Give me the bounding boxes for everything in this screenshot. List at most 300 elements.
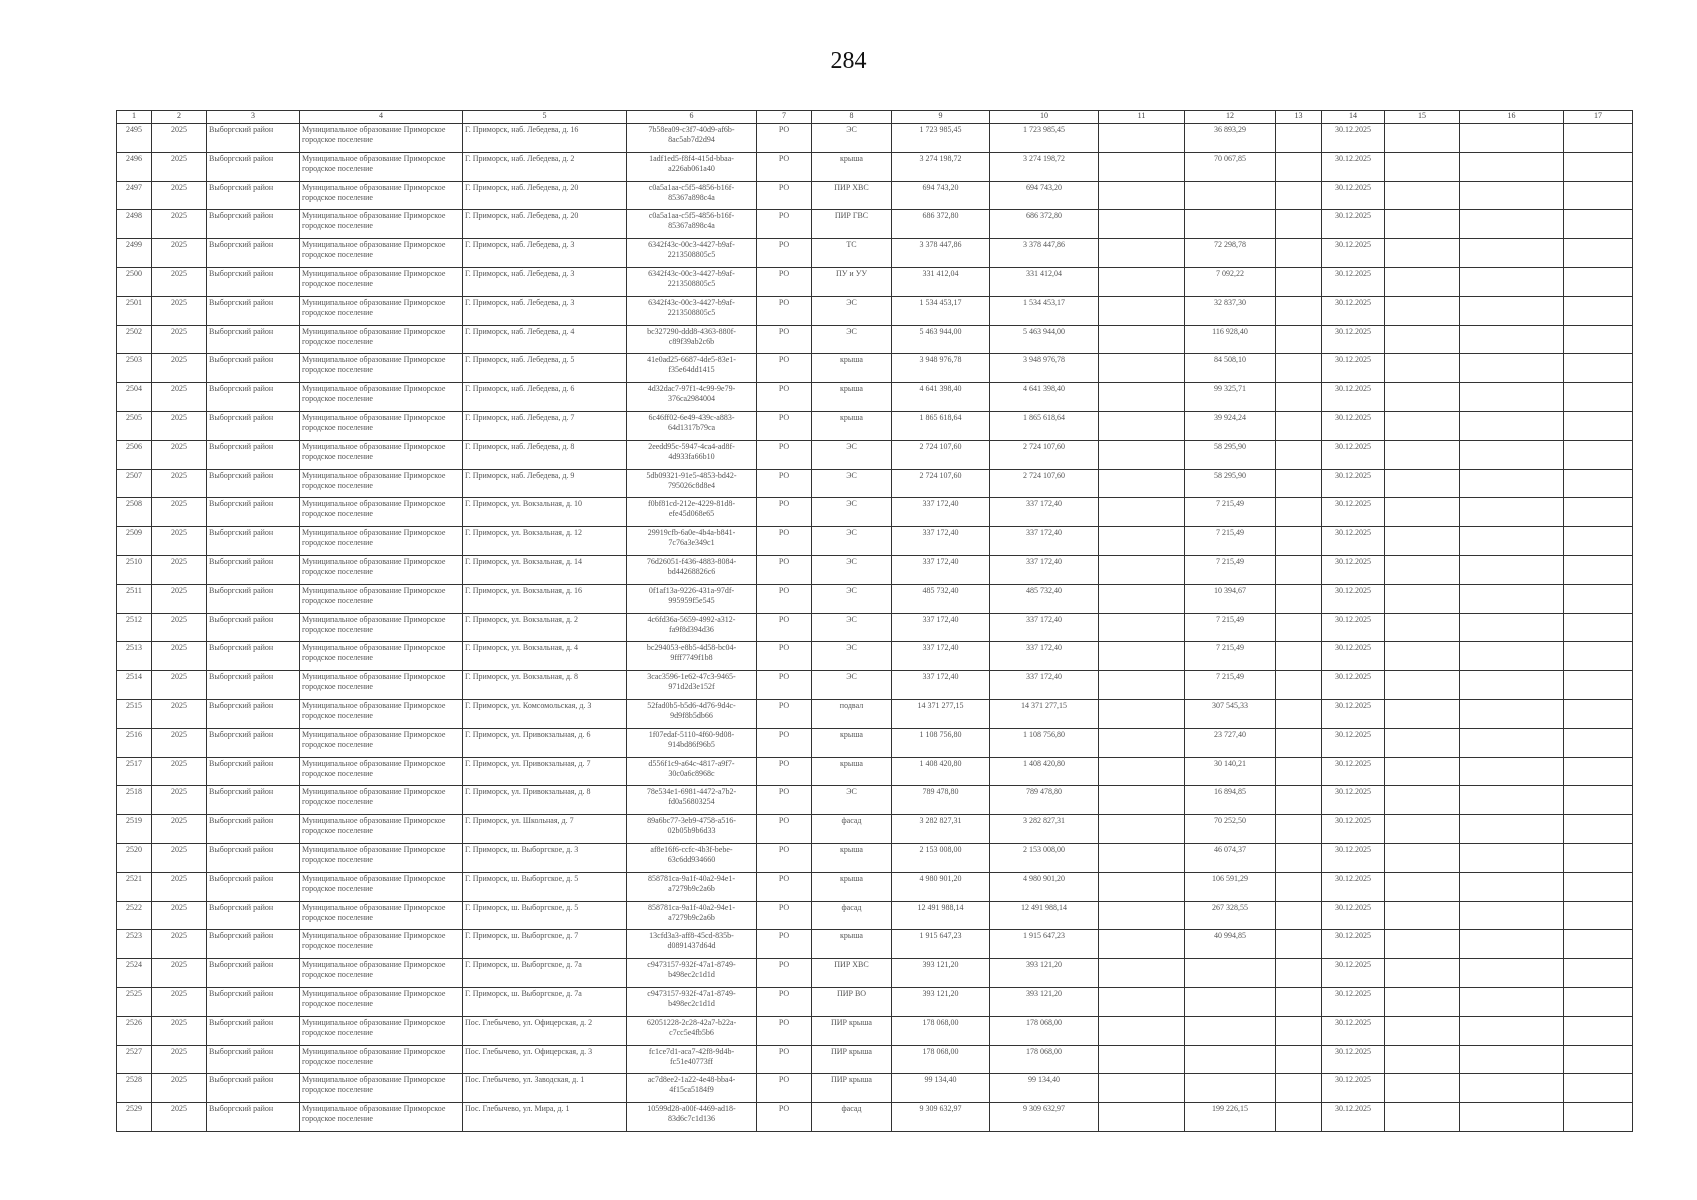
cell-completion-date: 30.12.2025 <box>1322 383 1385 412</box>
cell-fias-guid: c9473157-932f-47a1-8749-b498ec2c1d1d <box>627 959 757 988</box>
cell-municipality: Муниципальное образование Приморское городское поселение <box>300 671 463 700</box>
cell-district: Выборгский район <box>207 699 300 728</box>
cell-total-cost: 5 463 944,00 <box>892 325 990 354</box>
cell-program: РО <box>757 843 812 872</box>
cell-col16 <box>1460 124 1564 153</box>
cell-col15 <box>1385 843 1460 872</box>
cell-cost-col11 <box>1099 671 1185 700</box>
cell-col17 <box>1564 1016 1633 1045</box>
cell-work-type: ПИР ГВС <box>812 210 892 239</box>
cell-row-number: 2527 <box>117 1045 152 1074</box>
cell-year: 2025 <box>152 124 207 153</box>
cell-fias-guid: 5db09321-91e5-4853-bd42-795026c8d8e4 <box>627 469 757 498</box>
cell-col16 <box>1460 239 1564 268</box>
cell-row-number: 2511 <box>117 584 152 613</box>
cell-district: Выборгский район <box>207 325 300 354</box>
cell-district: Выборгский район <box>207 181 300 210</box>
cell-address: Г. Приморск, ул. Вокзальная, д. 14 <box>463 555 627 584</box>
cell-municipality: Муниципальное образование Приморское городское поселение <box>300 440 463 469</box>
cell-address: Пос. Глебычево, ул. Мира, д. 1 <box>463 1103 627 1132</box>
cell-completion-date: 30.12.2025 <box>1322 527 1385 556</box>
cell-col17 <box>1564 987 1633 1016</box>
cell-year: 2025 <box>152 671 207 700</box>
cell-cost-col12: 10 394,67 <box>1185 584 1276 613</box>
cell-fias-guid: bc327290-ddd8-4363-880f-c89f39ab2c6b <box>627 325 757 354</box>
cell-cost-col12: 7 215,49 <box>1185 555 1276 584</box>
cell-cost-fund: 178 068,00 <box>990 1016 1099 1045</box>
cell-col15 <box>1385 815 1460 844</box>
cell-fias-guid: 3cac3596-1e62-47c3-9465-971d2d3e152f <box>627 671 757 700</box>
table-body <box>117 124 1633 1132</box>
cell-col16 <box>1460 498 1564 527</box>
cell-program: РО <box>757 872 812 901</box>
cell-program: РО <box>757 325 812 354</box>
cell-fias-guid: 6c46ff02-6e49-439c-a883-64d1317b79ca <box>627 411 757 440</box>
cell-total-cost: 12 491 988,14 <box>892 901 990 930</box>
cell-cost-col12: 307 545,33 <box>1185 699 1276 728</box>
cell-cost-col11 <box>1099 354 1185 383</box>
cell-address: Г. Приморск, наб. Лебедева, д. 9 <box>463 469 627 498</box>
cell-col17 <box>1564 267 1633 296</box>
cell-district: Выборгский район <box>207 440 300 469</box>
cell-completion-date: 30.12.2025 <box>1322 642 1385 671</box>
cell-row-number: 2526 <box>117 1016 152 1045</box>
cell-cost-fund: 2 724 107,60 <box>990 440 1099 469</box>
cell-cost-col13 <box>1276 699 1322 728</box>
cell-cost-col11 <box>1099 469 1185 498</box>
cell-cost-col11 <box>1099 613 1185 642</box>
cell-year: 2025 <box>152 555 207 584</box>
cell-address: Г. Приморск, наб. Лебедева, д. 8 <box>463 440 627 469</box>
cell-program: РО <box>757 642 812 671</box>
cell-row-number: 2501 <box>117 296 152 325</box>
cell-col16 <box>1460 671 1564 700</box>
cell-cost-col11 <box>1099 815 1185 844</box>
cell-col15 <box>1385 1016 1460 1045</box>
cell-work-type: ЭС <box>812 613 892 642</box>
cell-col15 <box>1385 930 1460 959</box>
cell-municipality: Муниципальное образование Приморское городское поселение <box>300 959 463 988</box>
cell-total-cost: 14 371 277,15 <box>892 699 990 728</box>
cell-col15 <box>1385 584 1460 613</box>
cell-cost-fund: 3 948 976,78 <box>990 354 1099 383</box>
cell-cost-col13 <box>1276 440 1322 469</box>
cell-total-cost: 337 172,40 <box>892 498 990 527</box>
cell-cost-col11 <box>1099 267 1185 296</box>
cell-program: РО <box>757 181 812 210</box>
table-row <box>117 152 1633 181</box>
cell-work-type: крыша <box>812 930 892 959</box>
cell-cost-col13 <box>1276 584 1322 613</box>
cell-work-type: крыша <box>812 354 892 383</box>
cell-row-number: 2523 <box>117 930 152 959</box>
cell-total-cost: 2 153 008,00 <box>892 843 990 872</box>
cell-fias-guid: af8e16f6-ccfc-4b3f-bebe-63c6dd934660 <box>627 843 757 872</box>
cell-cost-col12: 30 140,21 <box>1185 757 1276 786</box>
cell-cost-col13 <box>1276 411 1322 440</box>
table-row <box>117 1016 1633 1045</box>
column-header: 16 <box>1460 111 1564 124</box>
cell-year: 2025 <box>152 757 207 786</box>
cell-district: Выборгский район <box>207 1045 300 1074</box>
cell-year: 2025 <box>152 152 207 181</box>
cell-district: Выборгский район <box>207 642 300 671</box>
cell-work-type: крыша <box>812 843 892 872</box>
cell-row-number: 2520 <box>117 843 152 872</box>
cell-cost-col12 <box>1185 1074 1276 1103</box>
cell-cost-col12: 7 215,49 <box>1185 498 1276 527</box>
table-row <box>117 325 1633 354</box>
table-row <box>117 699 1633 728</box>
cell-fias-guid: 52fad0b5-b5d6-4d76-9d4c-9d9f8b5db66 <box>627 699 757 728</box>
cell-cost-col12: 7 215,49 <box>1185 527 1276 556</box>
cell-completion-date: 30.12.2025 <box>1322 671 1385 700</box>
cell-col17 <box>1564 843 1633 872</box>
cell-total-cost: 3 282 827,31 <box>892 815 990 844</box>
table-row <box>117 296 1633 325</box>
cell-col17 <box>1564 757 1633 786</box>
cell-address: Г. Приморск, ул. Привокзальная, д. 8 <box>463 786 627 815</box>
cell-cost-col11 <box>1099 699 1185 728</box>
cell-col15 <box>1385 239 1460 268</box>
cell-program: РО <box>757 959 812 988</box>
cell-col15 <box>1385 728 1460 757</box>
cell-col17 <box>1564 584 1633 613</box>
cell-cost-fund: 12 491 988,14 <box>990 901 1099 930</box>
cell-fias-guid: ac7d8ee2-1a22-4e48-bba4-4f15ca5184f9 <box>627 1074 757 1103</box>
cell-cost-col11 <box>1099 498 1185 527</box>
cell-fias-guid: 78e534e1-6981-4472-a7b2-fd0a56803254 <box>627 786 757 815</box>
cell-total-cost: 1 108 756,80 <box>892 728 990 757</box>
cell-col17 <box>1564 872 1633 901</box>
cell-cost-fund: 686 372,80 <box>990 210 1099 239</box>
cell-col16 <box>1460 1045 1564 1074</box>
cell-work-type: ЭС <box>812 584 892 613</box>
cell-col15 <box>1385 901 1460 930</box>
cell-cost-fund: 1 915 647,23 <box>990 930 1099 959</box>
cell-col17 <box>1564 1045 1633 1074</box>
register-table <box>116 110 1633 1132</box>
cell-municipality: Муниципальное образование Приморское городское поселение <box>300 239 463 268</box>
cell-fias-guid: 29919cfb-6a0e-4b4a-b841-7c76a3e349c1 <box>627 527 757 556</box>
table-row <box>117 383 1633 412</box>
cell-total-cost: 3 378 447,86 <box>892 239 990 268</box>
column-header: 2 <box>152 111 207 124</box>
cell-fias-guid: 4c6fd36a-5659-4992-a312-fa9f8d394d36 <box>627 613 757 642</box>
cell-col16 <box>1460 354 1564 383</box>
table-row <box>117 959 1633 988</box>
cell-program: РО <box>757 555 812 584</box>
cell-work-type: ПИР крыша <box>812 1045 892 1074</box>
cell-cost-col11 <box>1099 296 1185 325</box>
cell-district: Выборгский район <box>207 786 300 815</box>
cell-year: 2025 <box>152 354 207 383</box>
cell-program: РО <box>757 440 812 469</box>
cell-completion-date: 30.12.2025 <box>1322 181 1385 210</box>
cell-row-number: 2529 <box>117 1103 152 1132</box>
table-row <box>117 527 1633 556</box>
table-row <box>117 671 1633 700</box>
cell-year: 2025 <box>152 1045 207 1074</box>
cell-col16 <box>1460 1016 1564 1045</box>
cell-cost-fund: 3 274 198,72 <box>990 152 1099 181</box>
cell-col15 <box>1385 181 1460 210</box>
cell-district: Выборгский район <box>207 613 300 642</box>
cell-completion-date: 30.12.2025 <box>1322 757 1385 786</box>
cell-cost-col11 <box>1099 1045 1185 1074</box>
cell-program: РО <box>757 613 812 642</box>
cell-district: Выборгский район <box>207 901 300 930</box>
cell-cost-col12: 32 837,30 <box>1185 296 1276 325</box>
table-row <box>117 267 1633 296</box>
cell-municipality: Муниципальное образование Приморское городское поселение <box>300 1016 463 1045</box>
cell-cost-col11 <box>1099 181 1185 210</box>
table-row <box>117 411 1633 440</box>
cell-cost-col13 <box>1276 239 1322 268</box>
cell-row-number: 2509 <box>117 527 152 556</box>
cell-cost-fund: 337 172,40 <box>990 642 1099 671</box>
cell-cost-col11 <box>1099 239 1185 268</box>
cell-col17 <box>1564 671 1633 700</box>
cell-completion-date: 30.12.2025 <box>1322 872 1385 901</box>
cell-total-cost: 9 309 632,97 <box>892 1103 990 1132</box>
cell-cost-col12: 58 295,90 <box>1185 469 1276 498</box>
cell-col15 <box>1385 699 1460 728</box>
cell-cost-fund: 9 309 632,97 <box>990 1103 1099 1132</box>
cell-year: 2025 <box>152 642 207 671</box>
table-row <box>117 843 1633 872</box>
cell-cost-fund: 694 743,20 <box>990 181 1099 210</box>
header-row <box>117 111 1633 124</box>
cell-cost-col12: 7 215,49 <box>1185 671 1276 700</box>
cell-district: Выборгский район <box>207 411 300 440</box>
cell-municipality: Муниципальное образование Приморское городское поселение <box>300 699 463 728</box>
cell-cost-col13 <box>1276 1074 1322 1103</box>
cell-year: 2025 <box>152 469 207 498</box>
cell-col16 <box>1460 584 1564 613</box>
table-row <box>117 181 1633 210</box>
cell-fias-guid: bc294053-e8b5-4d58-bc04-9fff7749f1b8 <box>627 642 757 671</box>
cell-program: РО <box>757 383 812 412</box>
cell-address: Г. Приморск, ш. Выборгское, д. 5 <box>463 901 627 930</box>
cell-cost-col12: 70 252,50 <box>1185 815 1276 844</box>
cell-cost-col13 <box>1276 469 1322 498</box>
cell-address: Г. Приморск, наб. Лебедева, д. 2 <box>463 152 627 181</box>
cell-fias-guid: 10599d28-a00f-4469-ad18-83d6c7c1d136 <box>627 1103 757 1132</box>
cell-cost-col11 <box>1099 1016 1185 1045</box>
cell-cost-col13 <box>1276 210 1322 239</box>
cell-fias-guid: 1f07edaf-5110-4f60-9d08-914bd86f96b5 <box>627 728 757 757</box>
cell-fias-guid: 76d26051-f436-4883-8084-bd44268826c6 <box>627 555 757 584</box>
cell-cost-col13 <box>1276 815 1322 844</box>
cell-col17 <box>1564 1074 1633 1103</box>
cell-address: Г. Приморск, ул. Вокзальная, д. 8 <box>463 671 627 700</box>
cell-cost-col13 <box>1276 757 1322 786</box>
cell-row-number: 2512 <box>117 613 152 642</box>
cell-cost-col13 <box>1276 383 1322 412</box>
cell-district: Выборгский район <box>207 843 300 872</box>
table-row <box>117 210 1633 239</box>
cell-district: Выборгский район <box>207 210 300 239</box>
table-row <box>117 1103 1633 1132</box>
cell-total-cost: 178 068,00 <box>892 1016 990 1045</box>
cell-address: Г. Приморск, ул. Школьная, д. 7 <box>463 815 627 844</box>
cell-municipality: Муниципальное образование Приморское городское поселение <box>300 1103 463 1132</box>
cell-completion-date: 30.12.2025 <box>1322 555 1385 584</box>
cell-municipality: Муниципальное образование Приморское городское поселение <box>300 210 463 239</box>
cell-address: Г. Приморск, наб. Лебедева, д. 16 <box>463 124 627 153</box>
cell-municipality: Муниципальное образование Приморское городское поселение <box>300 383 463 412</box>
cell-total-cost: 99 134,40 <box>892 1074 990 1103</box>
cell-municipality: Муниципальное образование Приморское городское поселение <box>300 181 463 210</box>
cell-row-number: 2525 <box>117 987 152 1016</box>
cell-col17 <box>1564 440 1633 469</box>
cell-col15 <box>1385 527 1460 556</box>
cell-address: Г. Приморск, наб. Лебедева, д. 4 <box>463 325 627 354</box>
cell-district: Выборгский район <box>207 1016 300 1045</box>
cell-completion-date: 30.12.2025 <box>1322 815 1385 844</box>
cell-fias-guid: 858781ca-9a1f-40a2-94e1-a7279b9c2a6b <box>627 872 757 901</box>
cell-cost-col11 <box>1099 325 1185 354</box>
cell-work-type: ЭС <box>812 786 892 815</box>
cell-cost-col13 <box>1276 152 1322 181</box>
cell-work-type: ЭС <box>812 527 892 556</box>
cell-total-cost: 694 743,20 <box>892 181 990 210</box>
cell-fias-guid: 2eedd95c-5947-4ca4-ad8f-4d933fa66b10 <box>627 440 757 469</box>
cell-row-number: 2500 <box>117 267 152 296</box>
cell-col15 <box>1385 987 1460 1016</box>
cell-col17 <box>1564 498 1633 527</box>
cell-total-cost: 337 172,40 <box>892 613 990 642</box>
cell-col16 <box>1460 815 1564 844</box>
cell-year: 2025 <box>152 498 207 527</box>
cell-municipality: Муниципальное образование Приморское городское поселение <box>300 124 463 153</box>
column-header: 14 <box>1322 111 1385 124</box>
cell-col17 <box>1564 959 1633 988</box>
cell-row-number: 2522 <box>117 901 152 930</box>
cell-year: 2025 <box>152 325 207 354</box>
cell-address: Г. Приморск, ул. Вокзальная, д. 4 <box>463 642 627 671</box>
cell-fias-guid: c0a5a1aa-c5f5-4856-b16f-85367a898c4a <box>627 181 757 210</box>
cell-total-cost: 1 915 647,23 <box>892 930 990 959</box>
cell-cost-col11 <box>1099 786 1185 815</box>
cell-completion-date: 30.12.2025 <box>1322 296 1385 325</box>
cell-cost-col13 <box>1276 987 1322 1016</box>
cell-col15 <box>1385 872 1460 901</box>
cell-cost-col13 <box>1276 642 1322 671</box>
cell-district: Выборгский район <box>207 124 300 153</box>
cell-program: РО <box>757 1045 812 1074</box>
cell-col15 <box>1385 1074 1460 1103</box>
cell-completion-date: 30.12.2025 <box>1322 930 1385 959</box>
cell-cost-fund: 331 412,04 <box>990 267 1099 296</box>
cell-municipality: Муниципальное образование Приморское городское поселение <box>300 757 463 786</box>
column-header: 12 <box>1185 111 1276 124</box>
cell-col16 <box>1460 959 1564 988</box>
cell-district: Выборгский район <box>207 671 300 700</box>
cell-district: Выборгский район <box>207 383 300 412</box>
cell-work-type: ЭС <box>812 642 892 671</box>
cell-completion-date: 30.12.2025 <box>1322 152 1385 181</box>
table-row <box>117 239 1633 268</box>
cell-row-number: 2506 <box>117 440 152 469</box>
cell-work-type: крыша <box>812 872 892 901</box>
cell-cost-fund: 393 121,20 <box>990 987 1099 1016</box>
cell-work-type: ЭС <box>812 469 892 498</box>
cell-total-cost: 393 121,20 <box>892 987 990 1016</box>
cell-district: Выборгский район <box>207 354 300 383</box>
cell-completion-date: 30.12.2025 <box>1322 728 1385 757</box>
cell-program: РО <box>757 267 812 296</box>
cell-district: Выборгский район <box>207 987 300 1016</box>
cell-year: 2025 <box>152 815 207 844</box>
cell-completion-date: 30.12.2025 <box>1322 987 1385 1016</box>
cell-col15 <box>1385 613 1460 642</box>
cell-col16 <box>1460 440 1564 469</box>
cell-address: Г. Приморск, наб. Лебедева, д. 6 <box>463 383 627 412</box>
cell-district: Выборгский район <box>207 296 300 325</box>
cell-program: РО <box>757 728 812 757</box>
cell-district: Выборгский район <box>207 1103 300 1132</box>
cell-year: 2025 <box>152 728 207 757</box>
cell-fias-guid: 6342f43c-00c3-4427-b9af-2213508805c5 <box>627 239 757 268</box>
cell-work-type: ЭС <box>812 498 892 527</box>
cell-cost-fund: 393 121,20 <box>990 959 1099 988</box>
cell-year: 2025 <box>152 613 207 642</box>
cell-cost-col13 <box>1276 296 1322 325</box>
cell-row-number: 2524 <box>117 959 152 988</box>
cell-cost-col12 <box>1185 1016 1276 1045</box>
cell-row-number: 2498 <box>117 210 152 239</box>
cell-municipality: Муниципальное образование Приморское городское поселение <box>300 469 463 498</box>
cell-cost-fund: 1 865 618,64 <box>990 411 1099 440</box>
cell-program: РО <box>757 239 812 268</box>
column-header: 7 <box>757 111 812 124</box>
cell-year: 2025 <box>152 843 207 872</box>
cell-total-cost: 1 408 420,80 <box>892 757 990 786</box>
cell-completion-date: 30.12.2025 <box>1322 1103 1385 1132</box>
cell-completion-date: 30.12.2025 <box>1322 584 1385 613</box>
cell-program: РО <box>757 987 812 1016</box>
table-row <box>117 613 1633 642</box>
cell-cost-col12 <box>1185 987 1276 1016</box>
column-header: 5 <box>463 111 627 124</box>
cell-col15 <box>1385 642 1460 671</box>
cell-work-type: ЭС <box>812 296 892 325</box>
cell-year: 2025 <box>152 584 207 613</box>
cell-work-type: крыша <box>812 757 892 786</box>
cell-fias-guid: c0a5a1aa-c5f5-4856-b16f-85367a898c4a <box>627 210 757 239</box>
cell-col15 <box>1385 469 1460 498</box>
cell-program: РО <box>757 498 812 527</box>
cell-col17 <box>1564 152 1633 181</box>
cell-cost-col13 <box>1276 728 1322 757</box>
cell-district: Выборгский район <box>207 728 300 757</box>
column-header: 13 <box>1276 111 1322 124</box>
cell-completion-date: 30.12.2025 <box>1322 843 1385 872</box>
cell-municipality: Муниципальное образование Приморское городское поселение <box>300 555 463 584</box>
cell-district: Выборгский район <box>207 815 300 844</box>
cell-work-type: ТС <box>812 239 892 268</box>
cell-row-number: 2495 <box>117 124 152 153</box>
cell-address: Г. Приморск, наб. Лебедева, д. 20 <box>463 210 627 239</box>
cell-row-number: 2514 <box>117 671 152 700</box>
cell-cost-col13 <box>1276 930 1322 959</box>
cell-row-number: 2528 <box>117 1074 152 1103</box>
table-row <box>117 555 1633 584</box>
cell-total-cost: 1 723 985,45 <box>892 124 990 153</box>
cell-cost-col12: 116 928,40 <box>1185 325 1276 354</box>
